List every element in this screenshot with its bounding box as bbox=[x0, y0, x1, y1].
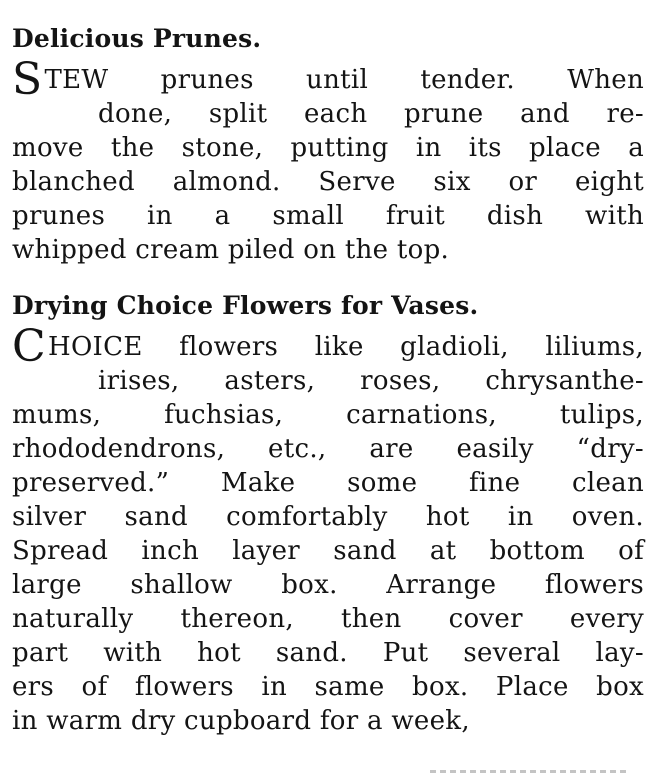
page-edge-artifact bbox=[430, 766, 630, 774]
article-line: mums, fuchsias, carnations, tulips, bbox=[12, 400, 644, 430]
article-line: prunes in a small fruit dish with bbox=[12, 201, 644, 231]
line-text: HOICE flowers like gladioli, liliums, bbox=[47, 332, 644, 362]
article-line: rhododendrons, etc., are easily “dry- bbox=[12, 434, 644, 464]
article-line: blanched almond. Serve six or eight bbox=[12, 167, 644, 197]
article-line: in warm dry cupboard for a week, bbox=[12, 706, 470, 736]
article-body-flowers bbox=[12, 321, 644, 738]
article-line: part with hot sand. Put several lay- bbox=[12, 638, 644, 668]
drop-cap: C bbox=[12, 321, 46, 372]
article-line: Spread inch layer sand at bottom of bbox=[12, 536, 644, 566]
article-title-flowers: Drying Choice Flowers for Vases. bbox=[12, 291, 479, 320]
drop-cap: S bbox=[12, 54, 43, 105]
article-line bbox=[12, 54, 644, 105]
article-line: preserved.” Make some fine clean bbox=[12, 468, 644, 498]
article-line: large shallow box. Arrange flowers bbox=[12, 570, 644, 600]
article-line: silver sand comfortably hot in oven. bbox=[12, 502, 644, 532]
article-line: ers of flowers in same box. Place box bbox=[12, 672, 644, 702]
article-line: done, split each prune and re- bbox=[98, 99, 644, 129]
line-text: TEW prunes until tender. When bbox=[44, 65, 644, 95]
article-body-prunes bbox=[12, 54, 644, 267]
article-line: whipped cream piled on the top. bbox=[12, 235, 450, 265]
article-line: move the stone, putting in its place a bbox=[12, 133, 644, 163]
article-title-prunes: Delicious Prunes. bbox=[12, 24, 262, 53]
article-line: naturally thereon, then cover every bbox=[12, 604, 644, 634]
article-line: irises, asters, roses, chrysanthe- bbox=[98, 366, 644, 396]
article-line bbox=[12, 321, 644, 372]
